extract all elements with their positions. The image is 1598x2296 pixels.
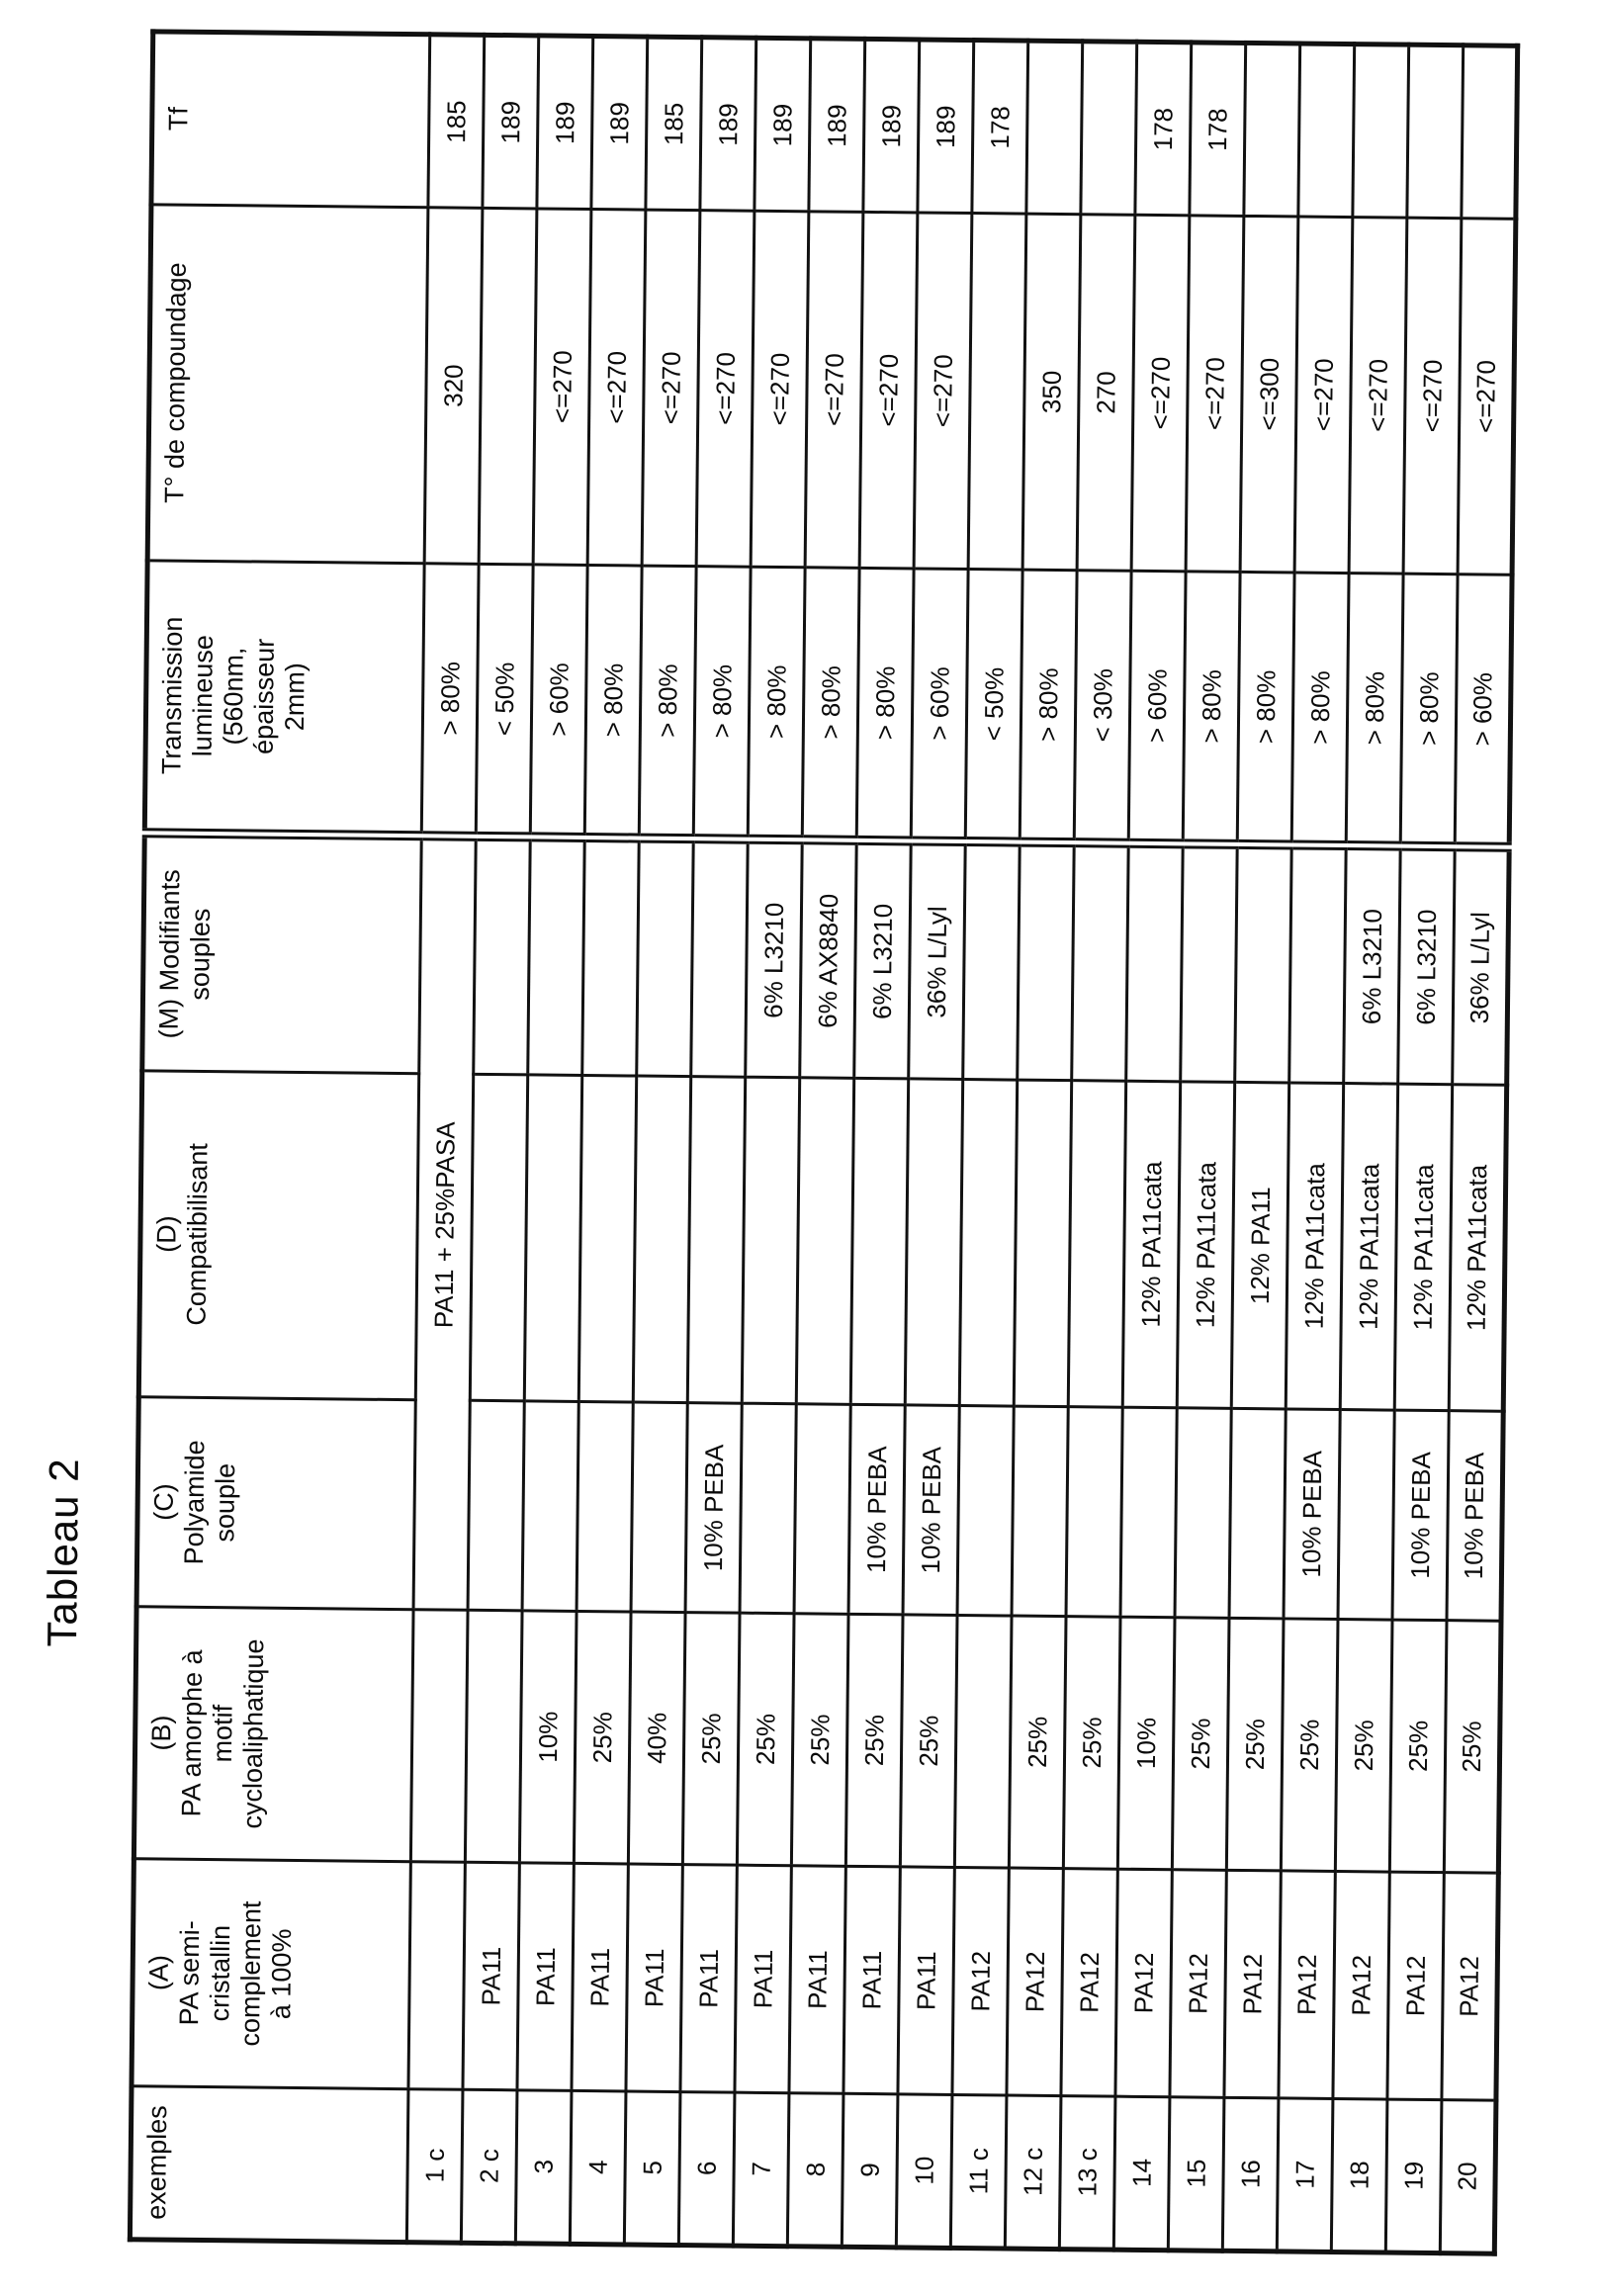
cell-m: 6% L3210	[746, 839, 803, 1078]
cell-trans: > 80%	[639, 566, 696, 839]
cell-a: PA12	[1007, 1868, 1063, 2096]
cell-b: 25%	[1226, 1618, 1284, 1871]
cell-b: 25%	[900, 1615, 957, 1868]
column-header-tf: Tf	[151, 32, 430, 208]
column-header-b: (B) PA amorphe à motif cycloaliphatique	[133, 1607, 413, 1862]
cell-temp: 320	[424, 208, 483, 565]
cell-tf: 189	[591, 37, 648, 211]
cell-a: PA12	[1224, 1870, 1281, 2098]
cell-temp: 270	[1077, 215, 1135, 572]
cell-m: 6% AX8840	[800, 840, 857, 1079]
cell-m	[1018, 842, 1075, 1081]
cell-m: 6% L3210	[1398, 846, 1456, 1085]
cell-c	[740, 1403, 796, 1614]
cell-tf: 185	[428, 35, 485, 209]
cell-a: PA11	[735, 1865, 791, 2093]
cell-ex: 2 c	[461, 2089, 517, 2244]
cell-tf	[1353, 44, 1409, 219]
cell-d	[470, 1074, 527, 1401]
cell-b: 10%	[519, 1611, 577, 1864]
cell-tf	[1462, 45, 1518, 220]
cell-tf	[1407, 44, 1464, 219]
cell-ex: 18	[1331, 2098, 1387, 2252]
cell-trans: > 80%	[584, 565, 642, 839]
cell-c: 10% PEBA	[848, 1404, 905, 1615]
cell-tf: 189	[483, 35, 539, 209]
cell-d: 12% PA11cata	[1177, 1082, 1234, 1409]
cell-ex: 3	[515, 2090, 572, 2245]
cell-b: 25%	[1444, 1621, 1501, 1874]
cell-merged-cdm: PA11 + 25%PASA	[413, 837, 476, 1611]
cell-m: 6% L3210	[854, 840, 912, 1079]
cell-ex: 7	[733, 2092, 789, 2247]
cell-b: 10%	[1117, 1617, 1175, 1870]
cell-a: PA11	[626, 1864, 682, 2092]
cell-d	[1014, 1080, 1071, 1407]
cell-m	[582, 838, 640, 1076]
cell-ex: 13 c	[1059, 2096, 1115, 2251]
cell-tf: 189	[537, 36, 593, 210]
cell-temp: <=270	[859, 212, 918, 569]
cell-b: 25%	[682, 1613, 740, 1866]
cell-d	[687, 1077, 745, 1404]
cell-temp: <=270	[696, 211, 755, 568]
cell-a: PA11	[463, 1862, 519, 2090]
cell-a: PA12	[1279, 1871, 1335, 2099]
cell-b: 25%	[791, 1614, 848, 1867]
cell-trans: > 80%	[748, 567, 805, 840]
cell-ex: 9	[842, 2093, 898, 2248]
cell-temp: <=270	[1294, 217, 1353, 574]
cell-m	[1181, 844, 1238, 1083]
cell-ex: 19	[1385, 2099, 1442, 2253]
cell-a: PA11	[572, 1863, 628, 2091]
cell-d: 12% PA11	[1231, 1082, 1288, 1409]
cell-a: PA12	[1387, 1872, 1444, 2100]
cell-c: 10% PEBA	[903, 1405, 959, 1616]
cell-m	[1126, 843, 1184, 1082]
cell-ex: 11 c	[950, 2094, 1007, 2249]
cell-ex: 5	[624, 2091, 680, 2246]
column-header-temp: T° de compoundage	[147, 205, 428, 564]
cell-d	[633, 1076, 690, 1403]
cell-temp: <=270	[1458, 219, 1516, 575]
cell-b	[465, 1610, 522, 1863]
cell-trans: < 30%	[1074, 571, 1131, 844]
cell-c: 10% PEBA	[1284, 1409, 1340, 1620]
cell-ex: 20	[1440, 2100, 1496, 2254]
cell-ex: 8	[787, 2093, 843, 2248]
cell-ex: 17	[1277, 2098, 1333, 2252]
cell-temp: <=270	[751, 211, 809, 568]
cell-c	[1338, 1410, 1394, 1621]
cell-trans: > 80%	[802, 568, 859, 841]
column-header-a: (A) PA semi- cristallin complement à 100%	[132, 1859, 410, 2089]
cell-ex: 14	[1113, 2096, 1170, 2251]
cell-ex: 10	[896, 2094, 952, 2249]
cell-c	[1012, 1406, 1068, 1617]
cell-d: 12% PA11cata	[1394, 1084, 1452, 1411]
cell-b: 25%	[737, 1613, 794, 1866]
column-header-m: (M) Modifiants souples	[142, 834, 421, 1074]
header-row	[130, 32, 429, 2243]
cell-trans: > 60%	[911, 569, 968, 842]
cell-tf: 178	[972, 41, 1028, 215]
cell-a: PA11	[843, 1866, 900, 2094]
cell-trans: > 80%	[1237, 572, 1294, 845]
cell-m	[1289, 845, 1347, 1084]
cell-tf	[1026, 41, 1083, 215]
cell-d: 12% PA11cata	[1286, 1083, 1343, 1410]
column-header-d: (D) Compatibilisant	[138, 1071, 418, 1400]
cell-d	[905, 1079, 962, 1406]
data-table	[128, 29, 1520, 2255]
cell-tf: 185	[646, 37, 702, 211]
cell-m	[474, 837, 531, 1075]
cell-b: 25%	[1389, 1620, 1447, 1873]
table-title: Tableau 2	[39, 1457, 87, 1647]
cell-ex: 1 c	[406, 2089, 463, 2244]
cell-temp: <=270	[914, 213, 972, 570]
cell-c: 10% PEBA	[685, 1403, 742, 1614]
cell-temp: <=270	[533, 209, 591, 566]
cell-tf: 189	[700, 38, 756, 212]
cell-d	[796, 1078, 853, 1405]
cell-b: 25%	[1172, 1618, 1229, 1871]
cell-d	[742, 1077, 799, 1404]
cell-trans: > 80%	[421, 564, 479, 838]
cell-temp	[479, 208, 537, 565]
cell-a: PA12	[1170, 1870, 1226, 2098]
cell-a: PA11	[517, 1863, 574, 2091]
cell-ex: 16	[1222, 2097, 1279, 2252]
cell-a: PA11	[789, 1866, 845, 2094]
cell-tf	[1244, 43, 1300, 217]
cell-m	[1072, 843, 1129, 1082]
cell-temp: <=270	[587, 210, 646, 567]
cell-trans: < 50%	[965, 570, 1022, 843]
cell-d: 12% PA11cata	[1449, 1085, 1506, 1412]
cell-d	[578, 1075, 636, 1402]
cell-tf: 189	[755, 38, 811, 212]
cell-m: 36% L/Lyl	[1453, 847, 1510, 1086]
cell-ex: 12 c	[1005, 2095, 1061, 2250]
cell-b: 25%	[1009, 1616, 1066, 1869]
cell-m	[963, 842, 1021, 1081]
cell-tf: 189	[863, 39, 920, 213]
cell-m: 36% L/Lyl	[909, 841, 966, 1080]
cell-trans: > 60%	[530, 565, 587, 839]
cell-tf	[1081, 42, 1137, 216]
cell-c	[1120, 1407, 1177, 1618]
cell-a: PA12	[952, 1867, 1009, 2095]
cell-m	[528, 838, 585, 1076]
cell-temp: 350	[1022, 214, 1081, 571]
cell-b: 25%	[1335, 1619, 1392, 1872]
cell-trans: > 80%	[1291, 573, 1349, 846]
cell-c	[577, 1401, 633, 1612]
cell-temp: <=270	[1349, 218, 1407, 574]
cell-d: 12% PA11cata	[1122, 1081, 1180, 1408]
cell-trans: > 60%	[1455, 574, 1512, 848]
cell-c	[468, 1400, 524, 1611]
cell-a: PA12	[1442, 1873, 1498, 2101]
table-body	[406, 35, 1517, 2253]
cell-b: 25%	[1063, 1617, 1120, 1870]
cell-c: 10% PEBA	[1392, 1410, 1449, 1621]
cell-temp: <=300	[1240, 216, 1298, 573]
cell-b	[954, 1615, 1012, 1868]
cell-c	[794, 1404, 850, 1615]
cell-a: PA12	[1061, 1869, 1117, 2097]
cell-b: 25%	[845, 1614, 903, 1867]
cell-c	[957, 1405, 1014, 1616]
cell-tf: 178	[1190, 43, 1246, 217]
cell-a: PA12	[1115, 1869, 1172, 2097]
rotated-table-wrapper	[128, 34, 1515, 2255]
cell-c	[522, 1401, 578, 1612]
cell-d	[959, 1079, 1017, 1406]
cell-b: 25%	[1281, 1619, 1338, 1872]
cell-m	[691, 839, 749, 1078]
cell-temp: <=270	[1131, 215, 1190, 572]
cell-trans: > 80%	[1183, 572, 1240, 845]
cell-trans: < 50%	[476, 564, 533, 838]
cell-tf: 189	[809, 39, 865, 213]
cell-trans: > 80%	[856, 568, 914, 841]
cell-a: PA11	[898, 1867, 954, 2095]
cell-a: PA11	[680, 1865, 737, 2093]
cell-b: 25%	[574, 1611, 631, 1864]
cell-m	[1235, 844, 1292, 1083]
cell-trans: > 80%	[693, 567, 751, 840]
cell-temp: <=270	[1186, 216, 1244, 573]
cell-c	[1066, 1407, 1122, 1618]
column-header-trans: Transmission lumineuse (560nm, épaisseur 2mm)	[144, 561, 424, 837]
cell-d	[524, 1075, 581, 1402]
cell-c	[631, 1402, 687, 1613]
column-header-ex: exemples	[130, 2086, 408, 2243]
cell-m: 6% L3210	[1344, 846, 1401, 1085]
cell-trans: > 60%	[1128, 571, 1186, 844]
cell-c: 10% PEBA	[1447, 1411, 1503, 1622]
cell-b	[410, 1610, 468, 1863]
cell-ex: 4	[570, 2090, 626, 2245]
cell-temp: <=270	[1403, 218, 1462, 574]
cell-d: 12% PA11cata	[1340, 1084, 1397, 1411]
column-header-c: (C) Polyamide souple	[136, 1397, 415, 1610]
cell-trans: > 80%	[1400, 574, 1458, 847]
cell-trans: > 80%	[1020, 570, 1077, 843]
cell-tf: 178	[1135, 42, 1192, 216]
cell-tf	[1298, 44, 1355, 218]
cell-a	[408, 1862, 465, 2090]
cell-tf: 189	[918, 40, 974, 214]
cell-m	[637, 839, 694, 1077]
cell-c	[1175, 1408, 1231, 1619]
cell-ex: 15	[1168, 2097, 1224, 2252]
cell-a: PA12	[1333, 1871, 1389, 2099]
cell-ex: 6	[678, 2092, 735, 2247]
cell-trans: > 80%	[1346, 574, 1403, 847]
table-head	[130, 32, 429, 2243]
cell-c	[1229, 1408, 1286, 1619]
cell-temp: <=270	[642, 210, 700, 567]
cell-d	[850, 1078, 908, 1405]
cell-b: 40%	[628, 1612, 685, 1865]
cell-temp: <=270	[805, 212, 863, 569]
cell-d	[1068, 1081, 1125, 1408]
cell-temp	[968, 214, 1026, 571]
